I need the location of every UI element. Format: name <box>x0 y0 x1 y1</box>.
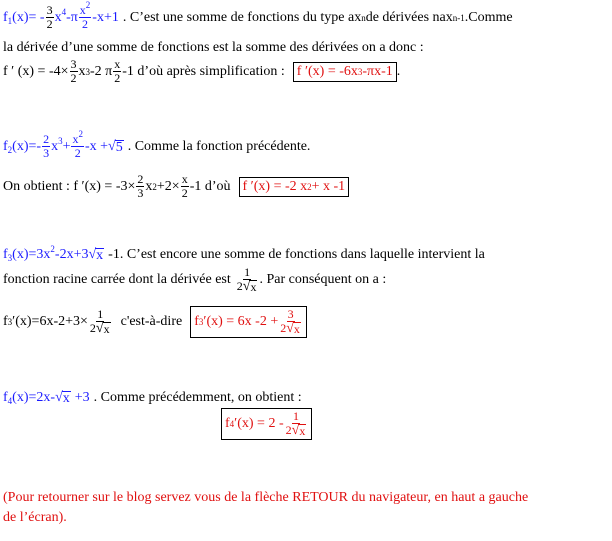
ex1-function-name: $f_1(x)=$ - <box>3 9 45 26</box>
ex4-derivative <box>221 408 312 440</box>
ex3-function-name: $f_3(x)=3x^2-2x+3$ <box>3 244 89 263</box>
ex1-derivative: f ′ (x) = -4× $\frac{3}{2}$ x 3 -2 π $\frac{x}{2}$ -1 d’où après simplification : f ′(x) = -6x 3 -πx-1 . <box>3 57 401 85</box>
ex2-sqrt: √ 5 <box>108 138 123 155</box>
ex1-result-box: f ′(x) = -6x 3 -πx-1 <box>293 62 397 82</box>
ex3-statement: $f_3(x)=3x^2-2x+3$ √ x -1. C’est encore une somme de fonctions dans laquelle intervient la <box>3 244 485 263</box>
ex1-fraction-coef: $\frac{3}{2}$ <box>46 3 53 31</box>
ex2-statement: $f_2(x)=-$ $\frac{2}{3}$ $x^3+$ $\frac{x^2}{2}$ -x + √ 5 . Comme la fonction précédente. <box>3 129 311 160</box>
ex2-derivative: On obtient : f ′(x) = -3× $\frac{2}{3}$ x 2 +2× $\frac{x}{2}$ -1 d’où f ′(x) = -2 x 2 + x -1 <box>3 173 349 200</box>
ex3-result-box: f 3 ′(x) = 6x -2 + 3 2 √ x <box>190 306 307 338</box>
ex1-statement: $f_1(x)=$ - $\frac{3}{2}$ $x^4-\pi$ $\frac{x^2}{2}$ -x+1 . C’est une somme de fonctions du type ax n de dérivées nax n-1 .Comme <box>3 0 513 31</box>
return-note-line1: (Pour retourner sur le blog servez vous de la flèche RETOUR du navigateur, en haut a gauche <box>3 490 529 505</box>
ex4-function-name: $f_4(x)=2x-$ <box>3 390 56 406</box>
ex1-fraction-x2: $\frac{x^2}{2}$ <box>79 0 91 31</box>
ex2-function-name: $f_2(x)=-$ <box>3 138 42 155</box>
ex3-derivative: f 3 ′(x)=6x-2+3× 1 2 √ x c'est-à-dire f 3 ′(x) = 6x -2 + 3 2 √ x <box>3 306 307 338</box>
ex4-statement: $f_4(x)=2x-$ √ x +3 . Comme précédemment, on obtient : <box>3 390 302 406</box>
ex2-result-box: f ′(x) = -2 x 2 + x -1 <box>239 177 350 197</box>
ex3-text-line2: fonction racine carrée dont la dérivée est 1 2 √ x . Par conséquent on a : <box>3 265 387 294</box>
return-note-line2: de l’écran). <box>3 510 67 525</box>
ex1-text-line2: la dérivée d’une somme de fonctions est la somme des dérivées on a donc : <box>3 40 424 55</box>
ex4-result-box: f 4 ′(x) = 2 - 1 2 √ x <box>221 408 312 440</box>
